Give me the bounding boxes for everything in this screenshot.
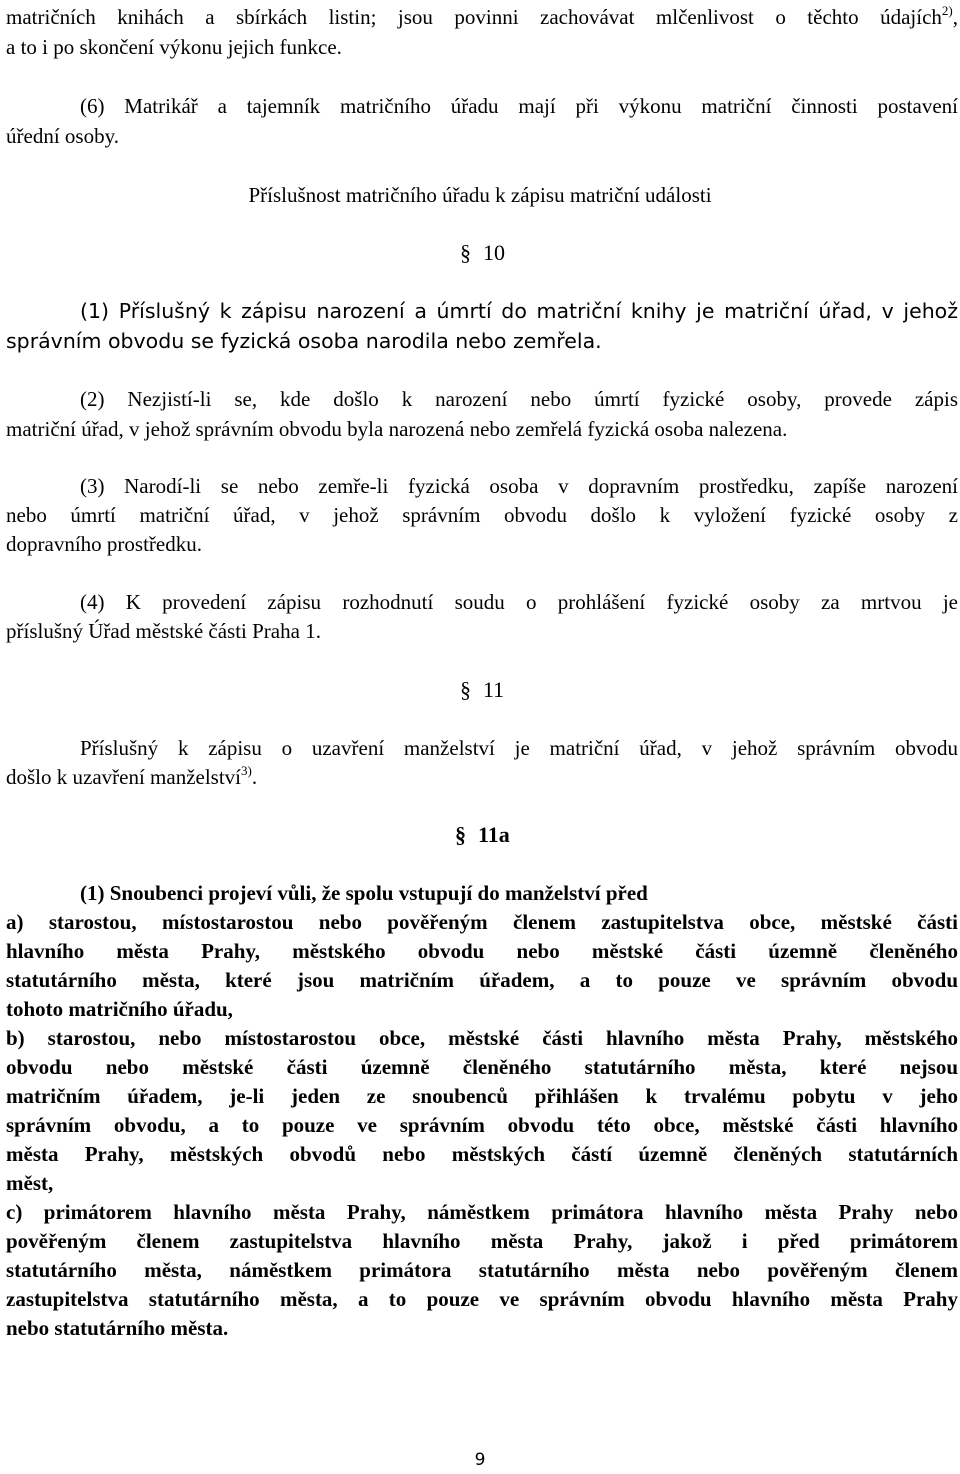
text-line: příslušný Úřad městské části Praha 1. (6, 619, 321, 643)
text-line: obvodu nebo městské části územně členěného statutárního města, které nejsou (6, 1055, 958, 1079)
text-line: došlo k uzavření manželství$^{3)}$. (6, 763, 258, 789)
text-line: nebo úmrtí matriční úřad, v jehož správním obvodu došlo k vyložení fyzické osoby z (6, 503, 958, 527)
text-line: (3) Narodí-li se nebo zemře-li fyzická osoba v dopravním prostředku, zapíše narození (80, 474, 958, 498)
text-line: pověřeným členem zastupitelstva hlavního města Prahy, jakož i před primátorem (6, 1229, 958, 1253)
text-line: matričních knihách a sbírkách listin; jsou povinni zachovávat mlčenlivost o těchto údajích$^{2)}$, (6, 3, 958, 29)
section-number: § 10 (460, 240, 505, 265)
text-line: statutárního města, náměstkem primátora statutárního města nebo pověřeným členem (6, 1258, 958, 1282)
text-line: správním obvodu se fyzická osoba narodila nebo zemřela. (6, 329, 602, 353)
text-line: (1) Snoubenci projeví vůli, že spolu vstupují do manželství před (80, 881, 648, 905)
section-number: § 11a (455, 822, 510, 847)
text-line: správním obvodu, a to pouze ve správním obvodu této obce, městské části hlavního (6, 1113, 958, 1137)
text-line: města Prahy, městských obvodů nebo městských částí územně členěných statutárních (6, 1142, 958, 1166)
text-line: Příslušný k zápisu o uzavření manželství je matriční úřad, v jehož správním obvodu (80, 736, 958, 760)
text-line: (1) Příslušný k zápisu narození a úmrtí do matriční knihy je matriční úřad, v jehož (80, 299, 958, 323)
text-line: matriční úřad, v jehož správním obvodu byla narozená nebo zemřelá fyzická osoba nalezena. (6, 417, 788, 441)
text-line: statutárního města, které jsou matričním úřadem, a to pouze ve správním obvodu (6, 968, 958, 992)
text-line: matričním úřadem, je-li jeden ze snoubenců přihlášen k trvalému pobytu v jeho (6, 1084, 958, 1108)
footnote-ref: 3) (241, 763, 252, 778)
page-number: 9 (474, 1450, 486, 1470)
text-line: tohoto matričního úřadu, (6, 997, 233, 1021)
text-line: (4) K provedení zápisu rozhodnutí soudu o prohlášení fyzické osoby za mrtvou je (80, 590, 958, 614)
footnote-ref: 2) (941, 3, 953, 18)
text-line: zastupitelstva statutárního města, a to pouze ve správním obvodu hlavního města Prahy (6, 1287, 958, 1311)
text-line: (2) Nezjistí-li se, kde došlo k narození nebo úmrtí fyzické osoby, provede zápis (80, 387, 958, 411)
text-line: hlavního města Prahy, městského obvodu nebo městské části územně členěného (6, 939, 958, 963)
text-line: c) primátorem hlavního města Prahy, náměstkem primátora hlavního města Prahy nebo (6, 1200, 958, 1224)
section-number: § 11 (460, 677, 505, 702)
text-line: měst, (6, 1171, 54, 1195)
section-heading: Příslušnost matričního úřadu k zápisu matriční události (248, 183, 712, 207)
text-line: nebo statutárního města. (6, 1316, 229, 1340)
text-line: (6) Matrikář a tajemník matričního úřadu mají při výkonu matriční činnosti postavení (80, 94, 958, 118)
text-line: a to i po skončení výkonu jejich funkce. (6, 35, 342, 59)
text-line: úřední osoby. (6, 124, 119, 148)
text-line: dopravního prostředku. (6, 532, 202, 556)
text-line: b) starostou, nebo místostarostou obce, městské části hlavního města Prahy, městského (6, 1026, 958, 1050)
text-line: a) starostou, místostarostou nebo pověřeným členem zastupitelstva obce, městské části (6, 910, 958, 934)
